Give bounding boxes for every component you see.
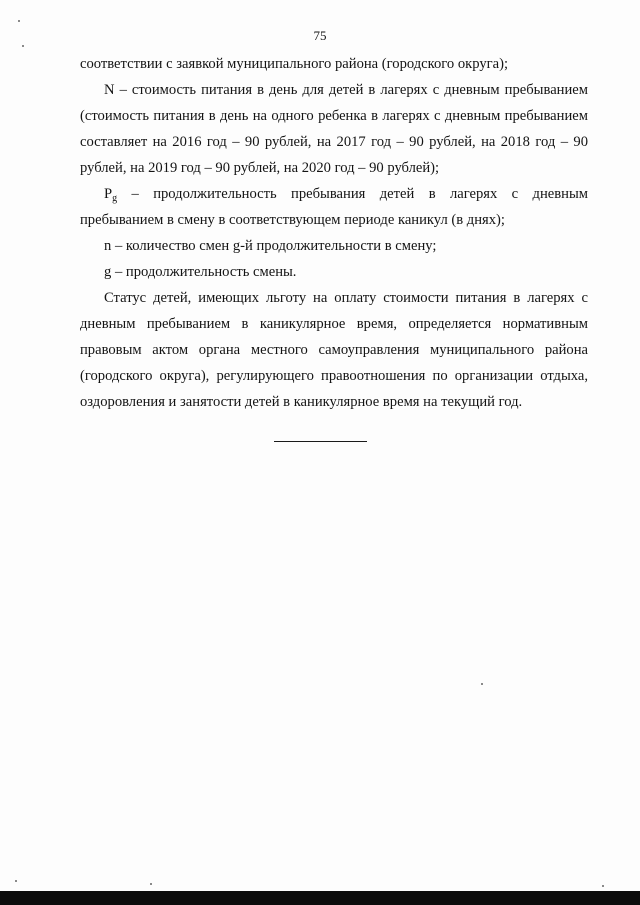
variable-symbol: P [104, 186, 113, 202]
paragraph-definition-g-shift [80, 259, 588, 285]
scan-speck [15, 880, 17, 882]
scan-speck [22, 45, 24, 47]
scan-speck [150, 883, 152, 885]
end-separator-line [274, 441, 367, 442]
paragraph-definition-n-shifts [80, 233, 588, 259]
body-text [80, 51, 588, 415]
scan-speck [602, 885, 604, 887]
paragraph-definition-n-cost [80, 77, 588, 181]
paragraph-continuation [80, 51, 588, 77]
paragraph-text: – продолжительность смены. [111, 264, 297, 280]
scan-speck [481, 683, 483, 685]
paragraph-status-children [80, 285, 588, 415]
paragraph-text: – стоимость питания в день для детей в лагерях с дневным пребыванием (стоимость питания в день на одного ребенка в лагерях с дневным пребыванием составляет на 2016 год – 90 рублей, на 2017 год – 90 рублей, на 2018 год – 90 рублей, на 2019 год – 90 рублей, на 2020 год – 90 рублей); [80, 82, 588, 176]
variable-symbol: N [104, 82, 115, 98]
paragraph-text: – продолжительность пребывания детей в лагерях с дневным пребыванием в смену в соответствующем периоде каникул (в днях); [80, 186, 588, 228]
page-number: 75 [313, 28, 327, 43]
paragraph-text: Статус детей, имеющих льготу на оплату стоимости питания в лагерях с дневным пребыванием в каникулярное время, определяется нормативным правовым актом органа местного самоуправления муниципального района (городского округа), регулирующего правоотношения по организации отдыха, оздоровления и занятости детей в каникулярное время на текущий год. [80, 290, 588, 410]
variable-symbol: g [104, 264, 112, 280]
scan-speck [18, 20, 20, 22]
paragraph-text: соответствии с заявкой муниципального района (городского округа); [80, 56, 509, 72]
scan-bottom-border [0, 891, 640, 905]
paragraph-text: – количество смен g-й продолжительности в смену; [111, 238, 437, 254]
variable-symbol: n [104, 238, 112, 254]
paragraph-definition-pg-duration [80, 181, 588, 233]
variable-subscript: g [112, 193, 118, 204]
